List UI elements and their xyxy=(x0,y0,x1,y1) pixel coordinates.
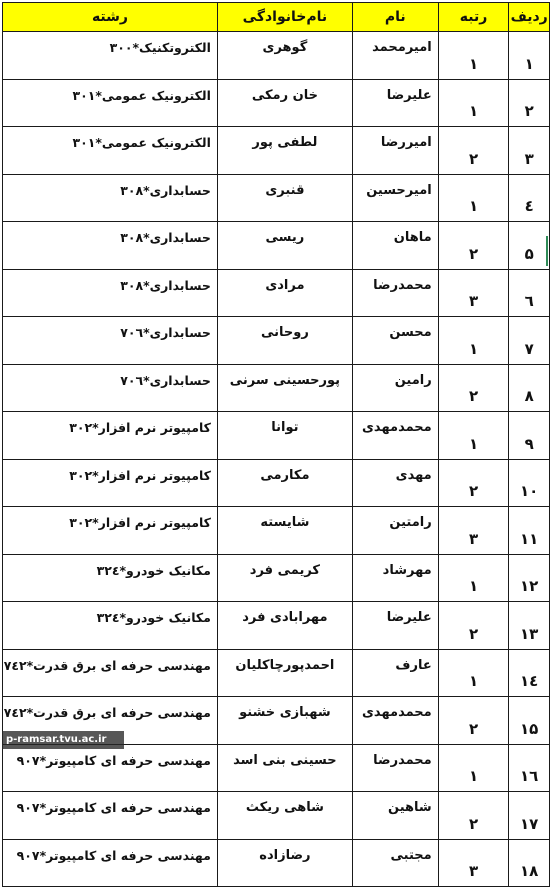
cell-row-number[interactable]: ۱٤ xyxy=(509,649,550,697)
cell-rank[interactable]: ۳ xyxy=(438,507,509,555)
cell-name[interactable]: رامتین xyxy=(352,507,438,555)
cell-row-number[interactable]: ۲ xyxy=(509,79,550,127)
cell-name[interactable]: رامین xyxy=(352,364,438,412)
cell-field[interactable]: مهندسی حرفه ای برق قدرت*۷٤۲ xyxy=(3,697,218,745)
table-row xyxy=(3,32,550,80)
cell-field[interactable]: مکانیک خودرو*۳۲٤ xyxy=(3,602,218,650)
table-row xyxy=(3,364,550,412)
cell-row-number[interactable]: ۱ xyxy=(509,32,550,80)
cell-name[interactable]: امیررضا xyxy=(352,127,438,175)
header-field: رشته xyxy=(3,3,218,32)
cell-family-name[interactable]: رضازاده xyxy=(217,839,352,887)
table-row xyxy=(3,317,550,365)
table-row xyxy=(3,412,550,460)
table-row xyxy=(3,507,550,555)
cell-row-number[interactable]: ۱۳ xyxy=(509,602,550,650)
cell-name[interactable]: ماهان xyxy=(352,222,438,270)
cell-name[interactable]: علیرضا xyxy=(352,602,438,650)
header-row xyxy=(3,3,550,32)
table-row xyxy=(3,649,550,697)
cell-row-number[interactable]: ۱۱ xyxy=(509,507,550,555)
cell-family-name[interactable]: قنبری xyxy=(217,174,352,222)
cell-name[interactable]: محمدمهدی xyxy=(352,697,438,745)
cell-field[interactable]: کامپیوتر نرم افزار*۳۰۲ xyxy=(3,507,218,555)
cell-field[interactable]: مهندسی حرفه ای کامپیوتر*۹۰۷ xyxy=(3,744,218,792)
table-row xyxy=(3,839,550,887)
cell-name[interactable]: امیرمحمد xyxy=(352,32,438,80)
cell-name[interactable]: مهدی xyxy=(352,459,438,507)
cell-field[interactable]: الکترونیک عمومی*۳۰۱ xyxy=(3,127,218,175)
cell-row-number[interactable]: ۵ xyxy=(509,222,550,270)
table-row xyxy=(3,792,550,840)
cell-field[interactable]: مهندسی حرفه ای کامپیوتر*۹۰۷ xyxy=(3,839,218,887)
cell-rank[interactable]: ۳ xyxy=(438,839,509,887)
cell-field[interactable]: حسابداری*۷۰٦ xyxy=(3,364,218,412)
cell-family-name[interactable]: لطفی پور xyxy=(217,127,352,175)
cell-rank[interactable]: ۲ xyxy=(438,602,509,650)
cell-family-name[interactable]: مهرابادی فرد xyxy=(217,602,352,650)
cell-rank[interactable]: ۱ xyxy=(438,32,509,80)
table-row xyxy=(3,127,550,175)
cell-family-name[interactable]: مرادی xyxy=(217,269,352,317)
cell-family-name[interactable]: گوهری xyxy=(217,32,352,80)
cell-rank[interactable]: ۲ xyxy=(438,459,509,507)
cell-field[interactable]: مهندسی حرفه ای برق قدرت*۷٤۲ xyxy=(3,649,218,697)
cell-name[interactable]: شاهین xyxy=(352,792,438,840)
header-rank: رتبه xyxy=(438,3,509,32)
cell-name[interactable]: عارف xyxy=(352,649,438,697)
cell-row-number[interactable]: ۱۲ xyxy=(509,554,550,602)
cell-rank[interactable]: ۱ xyxy=(438,744,509,792)
table-row xyxy=(3,269,550,317)
ranking-table xyxy=(2,2,550,887)
cell-name[interactable]: مهرشاد xyxy=(352,554,438,602)
table-row xyxy=(3,554,550,602)
table-row xyxy=(3,744,550,792)
cell-family-name[interactable]: روحانی xyxy=(217,317,352,365)
cell-field[interactable]: حسابداری*۷۰٦ xyxy=(3,317,218,365)
cell-row-number[interactable]: ۱٦ xyxy=(509,744,550,792)
site-watermark: p-ramsar.tvu.ac.ir xyxy=(2,731,124,749)
cell-rank[interactable]: ۱ xyxy=(438,174,509,222)
cell-family-name[interactable]: حسینی بنی اسد xyxy=(217,744,352,792)
table-row xyxy=(3,602,550,650)
cell-family-name[interactable]: شهبازی خشنو xyxy=(217,697,352,745)
cell-field[interactable]: حسابداری*۳۰۸ xyxy=(3,174,218,222)
header-row-number: ردیف xyxy=(509,3,550,32)
cell-rank[interactable]: ۱ xyxy=(438,649,509,697)
cell-family-name[interactable]: کریمی فرد xyxy=(217,554,352,602)
cell-name[interactable]: محسن xyxy=(352,317,438,365)
cell-name[interactable]: محمدرضا xyxy=(352,744,438,792)
cell-row-number[interactable]: ۸ xyxy=(509,364,550,412)
cell-family-name[interactable]: توانا xyxy=(217,412,352,460)
cell-field[interactable]: کامپیوتر نرم افزار*۳۰۲ xyxy=(3,459,218,507)
cell-field[interactable]: حسابداری*۳۰۸ xyxy=(3,222,218,270)
header-name: نام xyxy=(352,3,438,32)
cell-field[interactable]: الکترونیک عمومی*۳۰۱ xyxy=(3,79,218,127)
cell-row-number[interactable]: ۱۵ xyxy=(509,697,550,745)
cell-family-name[interactable]: خان رمکی xyxy=(217,79,352,127)
cell-name[interactable]: محمدمهدی xyxy=(352,412,438,460)
cell-rank[interactable]: ۱ xyxy=(438,412,509,460)
cell-name[interactable]: علیرضا xyxy=(352,79,438,127)
cell-field[interactable]: الکتروتکنیک*۳۰۰ xyxy=(3,32,218,80)
table-row xyxy=(3,459,550,507)
cell-field[interactable]: کامپیوتر نرم افزار*۳۰۲ xyxy=(3,412,218,460)
table-row xyxy=(3,222,550,270)
selected-cell-edge xyxy=(546,236,548,266)
table-row xyxy=(3,174,550,222)
cell-rank[interactable]: ۲ xyxy=(438,364,509,412)
cell-rank[interactable]: ۲ xyxy=(438,697,509,745)
cell-rank[interactable]: ۲ xyxy=(438,127,509,175)
table-row xyxy=(3,79,550,127)
cell-field[interactable]: مکانیک خودرو*۳۲٤ xyxy=(3,554,218,602)
cell-rank[interactable]: ۲ xyxy=(438,222,509,270)
cell-name[interactable]: محمدرضا xyxy=(352,269,438,317)
cell-rank[interactable]: ۲ xyxy=(438,792,509,840)
cell-row-number[interactable]: ۳ xyxy=(509,127,550,175)
cell-rank[interactable]: ۳ xyxy=(438,269,509,317)
cell-family-name[interactable]: شاهی ریکث xyxy=(217,792,352,840)
cell-family-name[interactable]: ریسی xyxy=(217,222,352,270)
cell-row-number[interactable]: ۱۰ xyxy=(509,459,550,507)
cell-field[interactable]: مهندسی حرفه ای کامپیوتر*۹۰۷ xyxy=(3,792,218,840)
cell-row-number[interactable]: ٦ xyxy=(509,269,550,317)
cell-row-number[interactable]: ۷ xyxy=(509,317,550,365)
cell-row-number[interactable]: ۹ xyxy=(509,412,550,460)
cell-field[interactable]: حسابداری*۳۰۸ xyxy=(3,269,218,317)
header-family-name: نام‌خانوادگی xyxy=(217,3,352,32)
cell-family-name[interactable]: پورحسینی سرنی xyxy=(217,364,352,412)
cell-rank[interactable]: ۱ xyxy=(438,317,509,365)
cell-family-name[interactable]: شایسته xyxy=(217,507,352,555)
cell-row-number[interactable]: ٤ xyxy=(509,174,550,222)
cell-rank[interactable]: ۱ xyxy=(438,79,509,127)
cell-row-number[interactable]: ۱۷ xyxy=(509,792,550,840)
cell-family-name[interactable]: احمدپورچاکلیان xyxy=(217,649,352,697)
cell-rank[interactable]: ۱ xyxy=(438,554,509,602)
cell-name[interactable]: مجتبی xyxy=(352,839,438,887)
cell-family-name[interactable]: مکارمی xyxy=(217,459,352,507)
cell-name[interactable]: امیرحسین xyxy=(352,174,438,222)
cell-row-number[interactable]: ۱۸ xyxy=(509,839,550,887)
